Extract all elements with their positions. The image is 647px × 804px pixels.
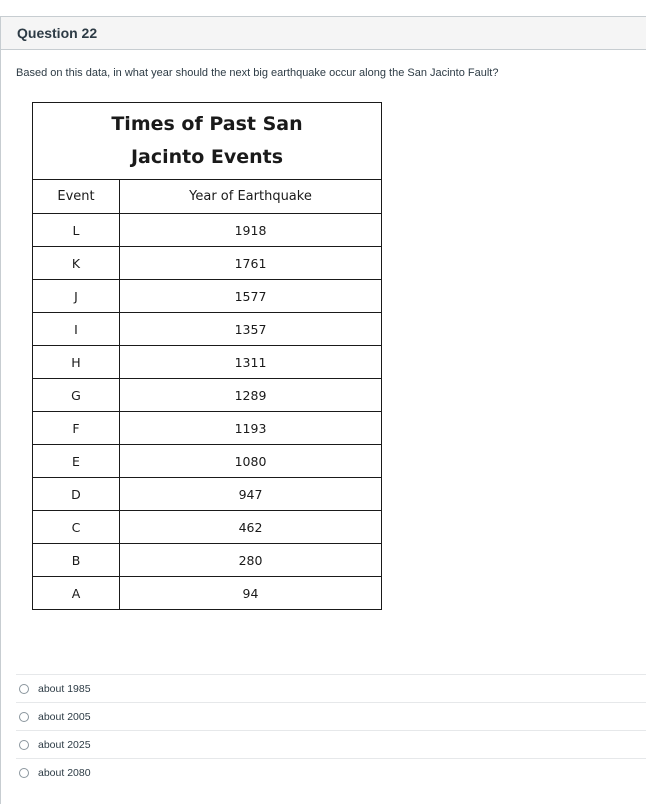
radio-button[interactable] [19, 740, 29, 750]
year-cell: 1918 [120, 214, 382, 247]
question-title: Question 22 [17, 25, 98, 41]
answer-option[interactable] [16, 674, 646, 702]
event-cell: B [33, 544, 120, 577]
table-row [33, 379, 382, 412]
event-cell: I [33, 313, 120, 346]
answer-label[interactable]: about 2025 [38, 738, 91, 751]
table-row [33, 412, 382, 445]
event-cell: H [33, 346, 120, 379]
year-cell: 1357 [120, 313, 382, 346]
table-row [33, 214, 382, 247]
table-row [33, 544, 382, 577]
table-row [33, 346, 382, 379]
table-header-row [33, 180, 382, 214]
header-year: Year of Earthquake [120, 180, 382, 214]
radio-button[interactable] [19, 684, 29, 694]
year-cell: 1289 [120, 379, 382, 412]
event-cell: G [33, 379, 120, 412]
event-cell: C [33, 511, 120, 544]
year-cell: 280 [120, 544, 382, 577]
table-title-line1: Times of Past San [111, 113, 303, 135]
answer-list [16, 674, 646, 786]
event-cell: A [33, 577, 120, 610]
table-title-line2: Jacinto Events [130, 146, 284, 168]
header-event: Event [33, 180, 120, 214]
year-cell: 1577 [120, 280, 382, 313]
table-row [33, 577, 382, 610]
answer-option[interactable] [16, 758, 646, 786]
answer-option[interactable] [16, 730, 646, 758]
event-cell: J [33, 280, 120, 313]
earthquake-table [32, 102, 382, 610]
event-cell: D [33, 478, 120, 511]
event-cell: K [33, 247, 120, 280]
year-cell: 1761 [120, 247, 382, 280]
event-cell: L [33, 214, 120, 247]
year-cell: 947 [120, 478, 382, 511]
table-title [33, 103, 382, 180]
table-row [33, 280, 382, 313]
event-cell: E [33, 445, 120, 478]
answer-label[interactable]: about 2005 [38, 710, 91, 723]
year-cell: 462 [120, 511, 382, 544]
year-cell: 1193 [120, 412, 382, 445]
answer-label[interactable]: about 2080 [38, 766, 91, 779]
question-header [1, 17, 646, 50]
table-row [33, 478, 382, 511]
year-cell: 1311 [120, 346, 382, 379]
year-cell: 94 [120, 577, 382, 610]
table-row [33, 511, 382, 544]
table-row [33, 313, 382, 346]
table-row [33, 247, 382, 280]
event-cell: F [33, 412, 120, 445]
question-text: Based on this data, in what year should the next big earthquake occur along the San Jacinto Fault? [16, 67, 499, 79]
answer-label[interactable]: about 1985 [38, 682, 91, 695]
year-cell: 1080 [120, 445, 382, 478]
radio-button[interactable] [19, 768, 29, 778]
table-row [33, 445, 382, 478]
radio-button[interactable] [19, 712, 29, 722]
answer-option[interactable] [16, 702, 646, 730]
